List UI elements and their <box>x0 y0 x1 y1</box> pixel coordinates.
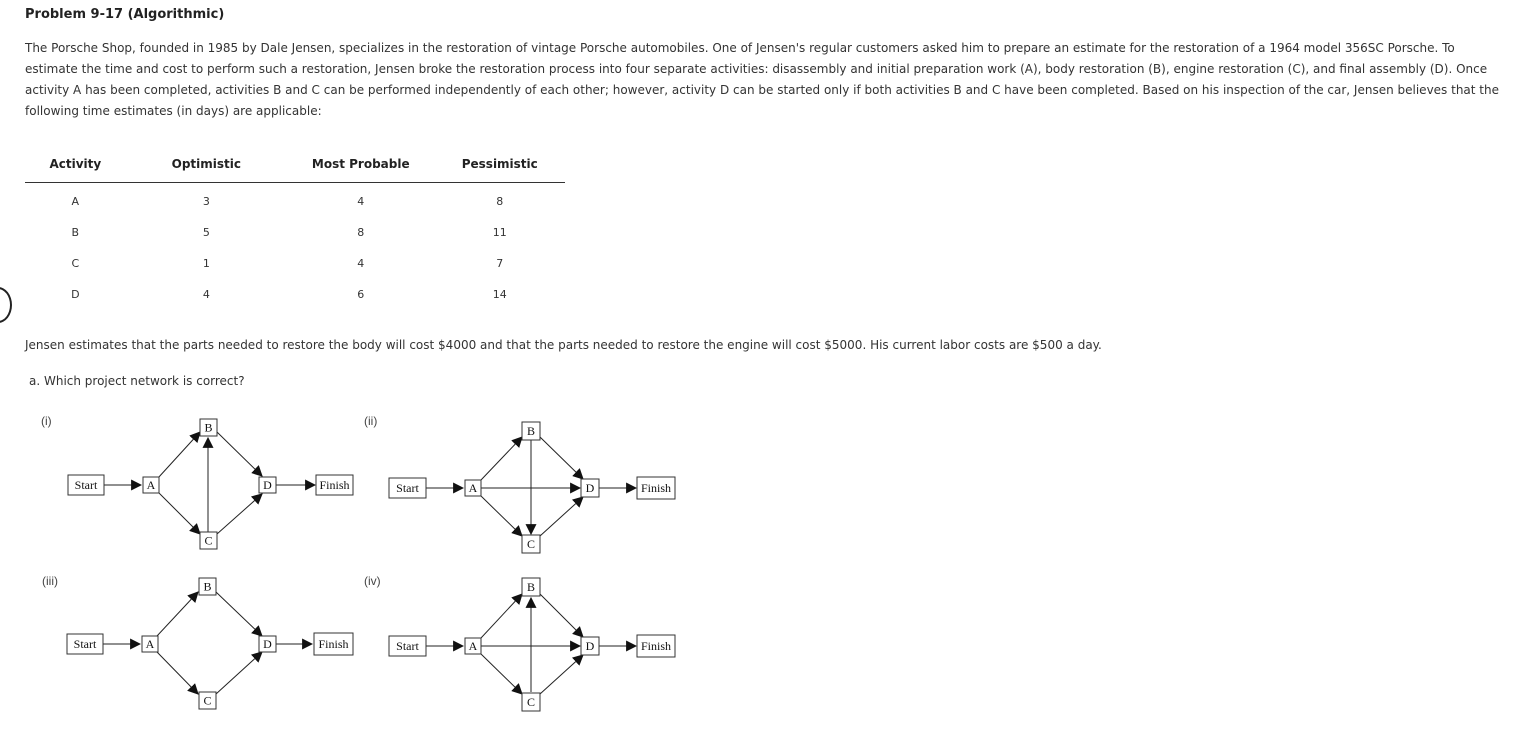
question-a: a. Which project network is correct? <box>29 374 245 388</box>
cell-optimistic: 4 <box>202 288 210 301</box>
network-edges <box>103 592 312 694</box>
node-a <box>142 636 158 652</box>
svg-text:Start: Start <box>73 637 97 651</box>
svg-text:D: D <box>263 637 272 651</box>
network-label-iv: (iv) <box>364 574 381 588</box>
cost-note: Jensen estimates that the parts needed to restore the body will cost $4000 and that the parts needed to restore the engine will cost $5000. His current labor costs are $500 a day. <box>25 338 1102 352</box>
node-a <box>143 477 159 493</box>
svg-text:Finish: Finish <box>640 639 672 653</box>
node-finish <box>637 477 675 499</box>
svg-text:A: A <box>468 639 478 653</box>
node-d <box>259 636 276 652</box>
node-a <box>465 638 481 654</box>
header-optimistic: Optimistic <box>126 146 287 183</box>
svg-text:Finish: Finish <box>318 637 349 651</box>
svg-text:Finish: Finish <box>319 478 350 492</box>
problem-title: Problem 9-17 (Algorithmic) <box>25 7 225 22</box>
svg-text:C: C <box>203 693 212 708</box>
node-d <box>259 477 276 493</box>
cell-optimistic: 1 <box>202 257 210 270</box>
node-b <box>522 422 540 440</box>
svg-text:B: B <box>526 580 536 594</box>
node-start <box>67 634 103 654</box>
node-d <box>581 637 599 655</box>
svg-text:Start: Start <box>396 481 419 495</box>
cell-activity: B <box>71 226 80 239</box>
svg-text:C: C <box>526 695 536 709</box>
svg-text:A: A <box>146 478 156 492</box>
node-b <box>200 419 217 436</box>
network-edges <box>426 594 636 694</box>
node-b <box>522 578 540 596</box>
node-c <box>200 532 217 549</box>
cell-pessimistic: 8 <box>496 195 504 208</box>
network-ii <box>389 422 675 553</box>
network-label-iii: (iii) <box>42 574 58 588</box>
network-edges <box>426 437 636 536</box>
svg-text:Start: Start <box>396 639 419 653</box>
header-pessimistic: Pessimistic <box>435 146 565 183</box>
cell-optimistic: 3 <box>202 195 210 208</box>
svg-text:A: A <box>145 637 155 651</box>
svg-text:B: B <box>203 579 212 594</box>
cell-most-probable: 4 <box>357 257 365 270</box>
cell-pessimistic: 14 <box>492 288 507 301</box>
node-finish <box>314 633 353 655</box>
node-start <box>68 475 104 495</box>
cell-most-probable: 6 <box>357 288 365 301</box>
node-a <box>465 480 481 496</box>
cell-activity: A <box>71 195 80 208</box>
svg-text:B: B <box>526 424 536 438</box>
network-iii <box>67 578 353 709</box>
svg-text:B: B <box>204 420 213 435</box>
node-finish <box>316 475 353 495</box>
header-most-probable: Most Probable <box>287 146 435 183</box>
problem-description: The Porsche Shop, founded in 1985 by Dale Jensen, specializes in the restoration of vintage Porsche automobiles. One of Jensen's regular customers asked him to prepare an estimate for the restoration of a 1964 model 356SC Porsche. To estimate the time and cost to perform such a restoration, Jensen broke the restoration process into four separate activities: disassembly and initial preparation work (A), body restoration (B), engine restoration (C), and final assembly (D). Once activity A has been completed, activities B and C can be performed independently of each other; however, activity D can be started only if both activities B and C have been completed. Based on his inspection of the car, Jensen believes that the following time estimates (in days) are applicable: <box>25 41 1499 118</box>
svg-text:D: D <box>585 639 595 653</box>
cell-most-probable: 4 <box>357 195 365 208</box>
cell-activity: C <box>71 257 80 270</box>
cell-activity: D <box>71 288 80 301</box>
svg-text:D: D <box>585 481 595 495</box>
network-i <box>68 419 353 549</box>
node-c <box>522 535 540 553</box>
svg-text:Finish: Finish <box>640 481 672 495</box>
node-c <box>199 692 216 709</box>
network-label-i: (i) <box>41 414 52 428</box>
node-c <box>522 693 540 711</box>
svg-text:Start: Start <box>74 478 98 492</box>
svg-text:A: A <box>468 481 478 495</box>
network-iv <box>389 578 675 711</box>
header-activity: Activity <box>25 146 126 183</box>
network-edges <box>104 432 315 534</box>
cell-most-probable: 8 <box>357 226 365 239</box>
node-b <box>199 578 216 595</box>
node-start <box>389 636 426 656</box>
node-d <box>581 479 599 497</box>
svg-text:D: D <box>263 478 272 492</box>
node-finish <box>637 635 675 657</box>
cell-pessimistic: 7 <box>496 257 504 270</box>
network-label-ii: (ii) <box>364 414 378 428</box>
svg-text:C: C <box>526 537 536 551</box>
cell-pessimistic: 11 <box>492 226 507 239</box>
cell-optimistic: 5 <box>202 226 210 239</box>
svg-text:C: C <box>204 533 213 548</box>
node-start <box>389 478 426 498</box>
